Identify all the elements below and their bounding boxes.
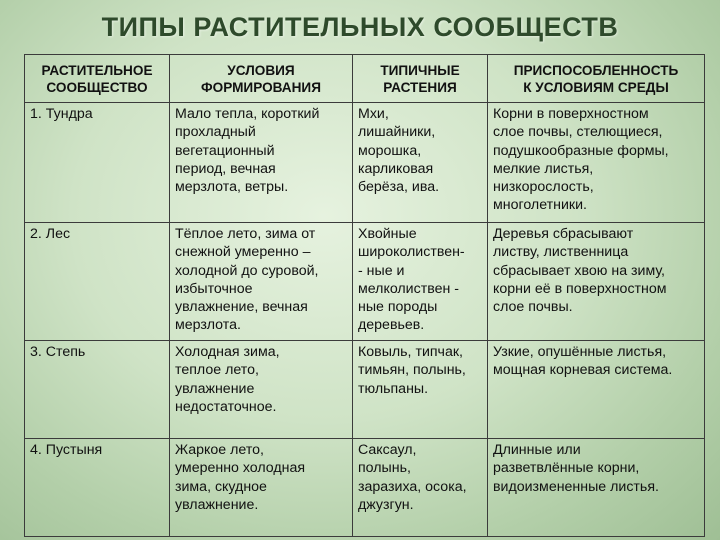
header-adaptation: ПРИСПОСОБЛЕННОСТЬ К УСЛОВИЯМ СРЕДЫ	[488, 55, 705, 103]
conditions-cell: Мало тепла, короткий прохладный вегетационный период, вечная мерзлота, ветры.	[170, 103, 353, 223]
adaptation-cell: Деревья сбрасывают листву, лиственница сбрасывает хвою на зиму, корни её в поверхностном слое почвы.	[488, 223, 705, 341]
header-conditions: УСЛОВИЯ ФОРМИРОВАНИЯ	[170, 55, 353, 103]
table-header-row	[25, 55, 705, 103]
plant-communities-table	[24, 54, 705, 537]
conditions-cell: Тёплое лето, зима от снежной умеренно – холодной до суровой, избыточное увлажнение, вечная мерзлота.	[170, 223, 353, 341]
table-row	[25, 103, 705, 223]
table-row	[25, 223, 705, 341]
plants-cell: Мхи, лишайники, морошка, карликовая берёза, ива.	[353, 103, 488, 223]
page-title: ТИПЫ РАСТИТЕЛЬНЫХ СООБЩЕСТВ	[101, 12, 619, 42]
plants-cell: Ковыль, типчак, тимьян, полынь, тюльпаны.	[353, 341, 488, 439]
community-cell: 2. Лес	[25, 223, 170, 341]
header-plants: ТИПИЧНЫЕ РАСТЕНИЯ	[353, 55, 488, 103]
community-cell: 1. Тундра	[25, 103, 170, 223]
community-cell: 4. Пустыня	[25, 439, 170, 537]
header-community: РАСТИТЕЛЬНОЕ СООБЩЕСТВО	[25, 55, 170, 103]
plants-cell: Хвойные широколиствен- - ные и мелколиствен - ные породы деревьев.	[353, 223, 488, 341]
community-cell: 3. Степь	[25, 341, 170, 439]
plants-cell: Саксаул, полынь, заразиха, осока, джузгун.	[353, 439, 488, 537]
conditions-cell: Холодная зима, теплое лето, увлажнение недостаточное.	[170, 341, 353, 439]
adaptation-cell: Узкие, опушённые листья, мощная корневая система.	[488, 341, 705, 439]
table-row	[25, 439, 705, 537]
adaptation-cell: Корни в поверхностном слое почвы, стелющиеся, подушкообразные формы, мелкие листья, низкорослость, многолетники.	[488, 103, 705, 223]
adaptation-cell: Длинные или разветвлённые корни, видоизмененные листья.	[488, 439, 705, 537]
table-row	[25, 341, 705, 439]
conditions-cell: Жаркое лето, умеренно холодная зима, скудное увлажнение.	[170, 439, 353, 537]
